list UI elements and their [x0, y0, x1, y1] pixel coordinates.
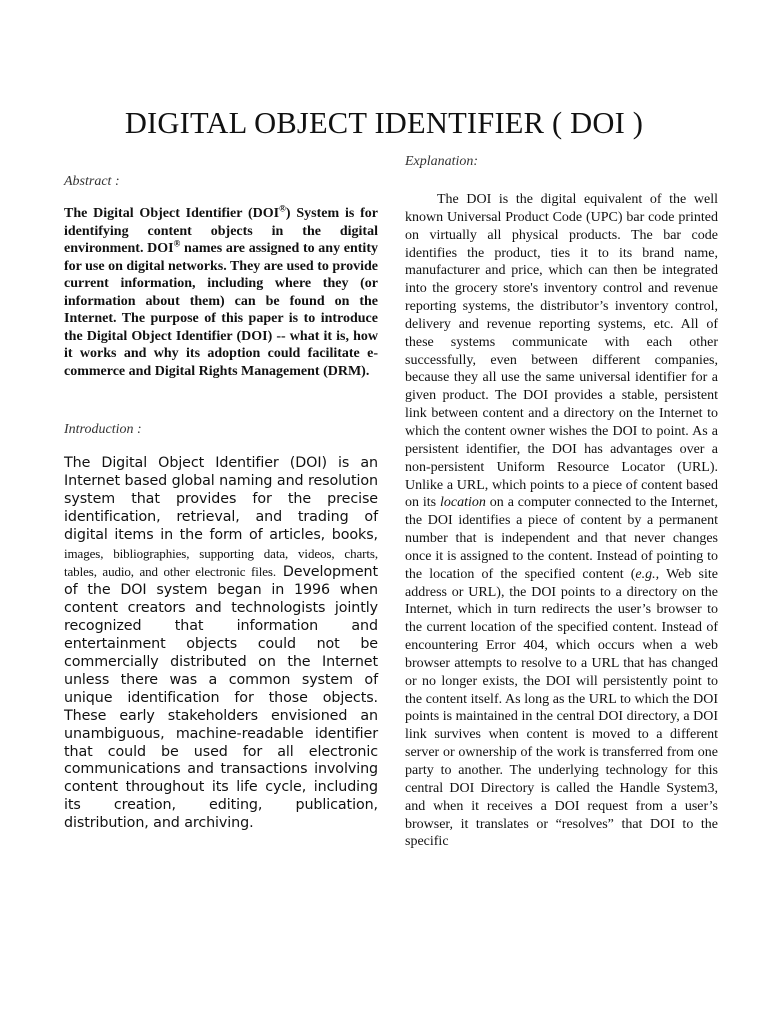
registered-mark-2: ®	[173, 238, 181, 249]
explanation-location-term: location	[440, 495, 486, 511]
registered-mark-1: ®	[279, 203, 286, 214]
explanation-paragraph	[405, 191, 718, 851]
introduction-text-2: images, bibliographies, supporting data, videos, charts, tables, audio, and other electronic files.	[64, 545, 378, 580]
abstract-paragraph	[64, 205, 378, 380]
explanation-label: Explanation:	[405, 154, 479, 169]
introduction-paragraph	[64, 455, 378, 833]
abstract-label: Abstract :	[64, 174, 120, 189]
introduction-text-3: Development of the DOI system began in 1996 when content creators and technologists jointly recognized that information and entertainment objects could not be commercially distributed on the Internet unless there was a common system of unique identification for those objects. These early stakeholders envisioned an unambiguous, machine-readable identifier that could be used for all electronic communications and transactions involving content throughout its life cycle, including its creation, editing, publication, distribution, and archiving.	[64, 564, 378, 832]
document-title: DIGITAL OBJECT IDENTIFIER ( DOI )	[124, 106, 644, 140]
introduction-label: Introduction :	[64, 422, 142, 437]
left-column	[64, 174, 378, 833]
abstract-text-1: The Digital Object Identifier (DOI	[64, 206, 280, 221]
abstract-text-3: names are assigned to any entity for use on digital networks. They are used to provide current information, including where they (or information about them) can be found on the Internet. The purpose of this paper is to introduce the Digital Object Identifier (DOI) -- what it is, how it works and why its adoption could facilitate e-commerce and Digital Rights Management (DRM).	[64, 241, 378, 379]
introduction-text-1: The Digital Object Identifier (DOI) is an Internet based global naming and resolution system that provides for the precise identification, retrieval, and trading of digital items in the form of articles, books,	[64, 455, 378, 543]
explanation-text-2: on a computer connected to the Internet, the DOI identifies a piece of content by a permanent number that is independent and that never changes once it is assigned to the content. Instead of pointing to the location of the specified content (	[405, 495, 718, 582]
right-column	[405, 154, 718, 851]
explanation-eg-term: e.g.,	[635, 566, 660, 582]
explanation-text-3: Web site address or URL), the DOI points to a directory on the Internet, which in turn redirects the user’s browser to the current location of the specified content. Instead of encountering Error 404, which occurs when a web browser attempts to resolve to a URL that has changed or no longer exists, the DOI will persistently point to the content itself. As long as the URL to which the DOI points is maintained in the central DOI directory, a DOI link survives when content is moved to a different server or ownership of the work is transferred from one party to another. The underlying technology for this central DOI Directory is called the Handle System3, and when it receives a DOI request from a user’s browser, it translates or “resolves” that DOI to the specific	[405, 566, 718, 850]
explanation-text-1: The DOI is the digital equivalent of the well known Universal Product Code (UPC) bar code printed on virtually all physical products. The bar code identifies the product, ties it to its brand name, manufacturer and price, which can then be integrated into the grocery store's inventory control and revenue reporting systems, the distributor’s inventory control, delivery and revenue reporting systems, etc. All of these systems communicate with each other successfully, even between different companies, because they all use the same universal identifier for a given product. The DOI provides a stable, persistent link between content and a directory on the Internet to which the content owner wishes the DOI to point. As a persistent identifier, the DOI has advantages over a non-persistent Uniform Resource Locator (URL). Unlike a URL, which points to a piece of content based on its	[405, 192, 718, 511]
abstract-text-2: ) System is for identifying content objects in the digital environment. DOI	[64, 206, 378, 256]
